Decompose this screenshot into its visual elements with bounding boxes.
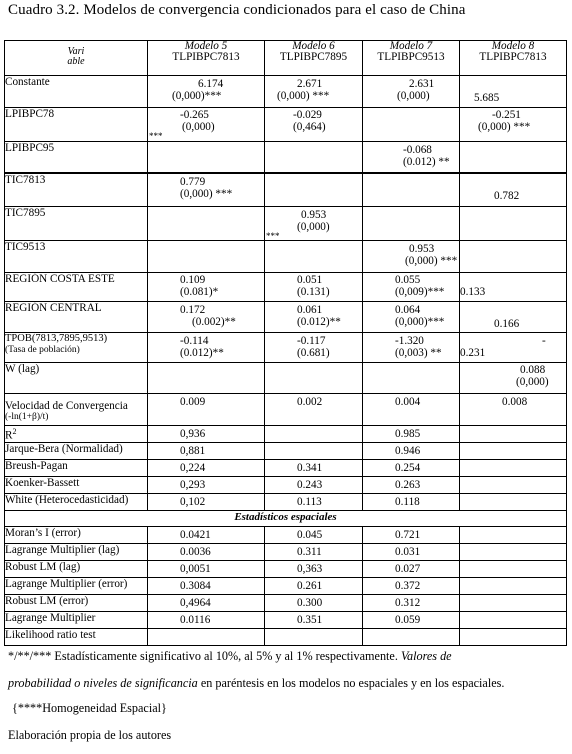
header-model-6: Modelo 6 TLPIBPC7895 <box>265 41 363 76</box>
cell-m7: 0.721 <box>363 527 460 544</box>
row-w-lag: W (lag) 0.088 (0,000) <box>5 363 567 394</box>
cell-m7: 0.118 <box>363 494 460 511</box>
spatial-row <box>5 578 567 595</box>
cell-m6: 0,363 <box>265 561 363 578</box>
cell-m5 <box>148 629 265 646</box>
row-label: Jarque-Bera (Normalidad) <box>5 443 148 460</box>
row-label: REGIÓN CENTRAL <box>5 302 148 333</box>
header-model-8: Modelo 8 TLPIBPC7813 <box>460 41 567 76</box>
spatial-stats-title: Estadísticos espaciales <box>5 511 567 527</box>
spatial-row <box>5 612 567 629</box>
convergence-table <box>4 40 567 646</box>
row-tic7895: TIC7895 0.953 (0,000) *** <box>5 207 567 241</box>
row-label: Constante <box>5 76 148 108</box>
row-label: TIC7813 <box>5 173 148 207</box>
row-tpob: TPOB(7813,7895,9513) (Tasa de población) -0.114 (0.012)** -0.117 (0.681) -1.320 (0,003) ** - 0.231 <box>5 333 567 363</box>
row-label: Moran’s I (error) <box>5 527 148 544</box>
cell-m5: 0,293 <box>148 477 265 494</box>
row-tic9513: TIC9513 0.953 (0,000) *** <box>5 241 567 273</box>
row-label: Koenker-Bassett <box>5 477 148 494</box>
cell-m6 <box>265 426 363 443</box>
cell-m7: 0.372 <box>363 578 460 595</box>
cell-m5: 0,102 <box>148 494 265 511</box>
cell-m7: 0.027 <box>363 561 460 578</box>
footnotes <box>8 650 564 749</box>
footnote-probability: probabilidad o niveles de significancia en paréntesis en los modelos no espaciales y en los espaciales. <box>8 676 505 690</box>
row-region-costa-este: REGIÓN COSTA ESTE 0.109 (0.081)* 0.051 (0.131) 0.055 (0,009)*** 0.133 <box>5 273 567 302</box>
cell-m6: 0.300 <box>265 595 363 612</box>
row-lpibpc95: LPIBPC95 -0.068 (0.012) ** <box>5 142 567 173</box>
spatial-row <box>5 595 567 612</box>
row-label: Robust LM (error) <box>5 595 148 612</box>
cell-m5: 0.0421 <box>148 527 265 544</box>
diagnostic-stats <box>5 426 567 511</box>
row-label: Robust LM (lag) <box>5 561 148 578</box>
spatial-stats <box>5 527 567 646</box>
row-label: White (Heterocedasticidad) <box>5 494 148 511</box>
cell-m6: 0.045 <box>265 527 363 544</box>
footnote-homogeneity: {****Homogeneidad Espacial} <box>12 701 167 715</box>
row-region-central: REGIÓN CENTRAL 0.172 (0.002)** 0.061 (0.012)** 0.064 (0,000)*** 0.166 <box>5 302 567 333</box>
row-label: Lagrange Multiplier <box>5 612 148 629</box>
row-label: LPIBPC95 <box>5 142 148 173</box>
row-tic7813: TIC7813 0.779 (0,000) *** 0.782 <box>5 173 567 207</box>
cell-m6 <box>265 443 363 460</box>
row-label: W (lag) <box>5 363 148 394</box>
row-label: Velocidad de Convergencia (-ln(1+β)/t) <box>5 394 148 426</box>
cell-m6: 0.113 <box>265 494 363 511</box>
header-variable: Vari able <box>5 41 148 76</box>
row-label: Lagrange Multiplier (error) <box>5 578 148 595</box>
cell-m7 <box>363 629 460 646</box>
cell-m7: 0.263 <box>363 477 460 494</box>
spatial-section-header <box>5 511 567 527</box>
cell-m6: 0.311 <box>265 544 363 561</box>
spatial-row <box>5 527 567 544</box>
stat-row <box>5 443 567 460</box>
cell-m5: 0,0051 <box>148 561 265 578</box>
cell-m5: 0.0116 <box>148 612 265 629</box>
row-label: Likelihood ratio test <box>5 629 148 646</box>
cell-m7: 0.946 <box>363 443 460 460</box>
row-label: TIC9513 <box>5 241 148 273</box>
cell-m7: 0.031 <box>363 544 460 561</box>
row-label: LPIBPC78 <box>5 108 148 142</box>
spatial-row <box>5 629 567 646</box>
cell-m5: 0,4964 <box>148 595 265 612</box>
header-model-5: Modelo 5 TLPIBPC7813 <box>148 41 265 76</box>
footnote-source: Elaboración propia de los autores <box>8 728 172 742</box>
row-constante: Constante 6.174 (0,000)*** 2.671 (0,000) *** 2.631 (0,000) 5.685 <box>5 76 567 108</box>
spatial-row <box>5 544 567 561</box>
row-label: TPOB(7813,7895,9513) (Tasa de población) <box>5 333 148 363</box>
spatial-row <box>5 561 567 578</box>
cell-m5: 0,224 <box>148 460 265 477</box>
cell-m5: 0,936 <box>148 426 265 443</box>
stat-row <box>5 477 567 494</box>
stat-row <box>5 460 567 477</box>
cell-m5: 0,881 <box>148 443 265 460</box>
row-label: Breush-Pagan <box>5 460 148 477</box>
row-lpibpc78: LPIBPC78 -0.265 (0,000) *** -0.029 (0,464) -0.251 (0,000) *** <box>5 108 567 142</box>
cell-m6 <box>265 629 363 646</box>
stat-row <box>5 494 567 511</box>
header-row <box>5 41 567 76</box>
cell-m6: 0.243 <box>265 477 363 494</box>
cell-m7: 0.985 <box>363 426 460 443</box>
cell-m6: 0.341 <box>265 460 363 477</box>
row-label: Lagrange Multiplier (lag) <box>5 544 148 561</box>
cell-m5: 0.0036 <box>148 544 265 561</box>
cell-m6: 0.351 <box>265 612 363 629</box>
cell-m6: 0.261 <box>265 578 363 595</box>
cell-m7: 0.059 <box>363 612 460 629</box>
row-label: REGIÓN COSTA ESTE <box>5 273 148 302</box>
row-label: $R^2$ <box>5 426 148 443</box>
row-label: TIC7895 <box>5 207 148 241</box>
cell-m7: 0.312 <box>363 595 460 612</box>
table-title: Cuadro 3.2. Modelos de convergencia condicionados para el caso de China <box>8 2 466 18</box>
stat-row <box>5 426 567 443</box>
footnote-significance: */**/*** Estadísticamente significativo al 10%, al 5% y al 1% respectivamente. Valores de <box>8 649 452 663</box>
cell-m5: 0.3084 <box>148 578 265 595</box>
cell-m7: 0.254 <box>363 460 460 477</box>
row-velocidad: Velocidad de Convergencia (-ln(1+β)/t) 0.009 0.002 0.004 0.008 <box>5 394 567 426</box>
header-model-7: Modelo 7 TLPIBPC9513 <box>363 41 460 76</box>
